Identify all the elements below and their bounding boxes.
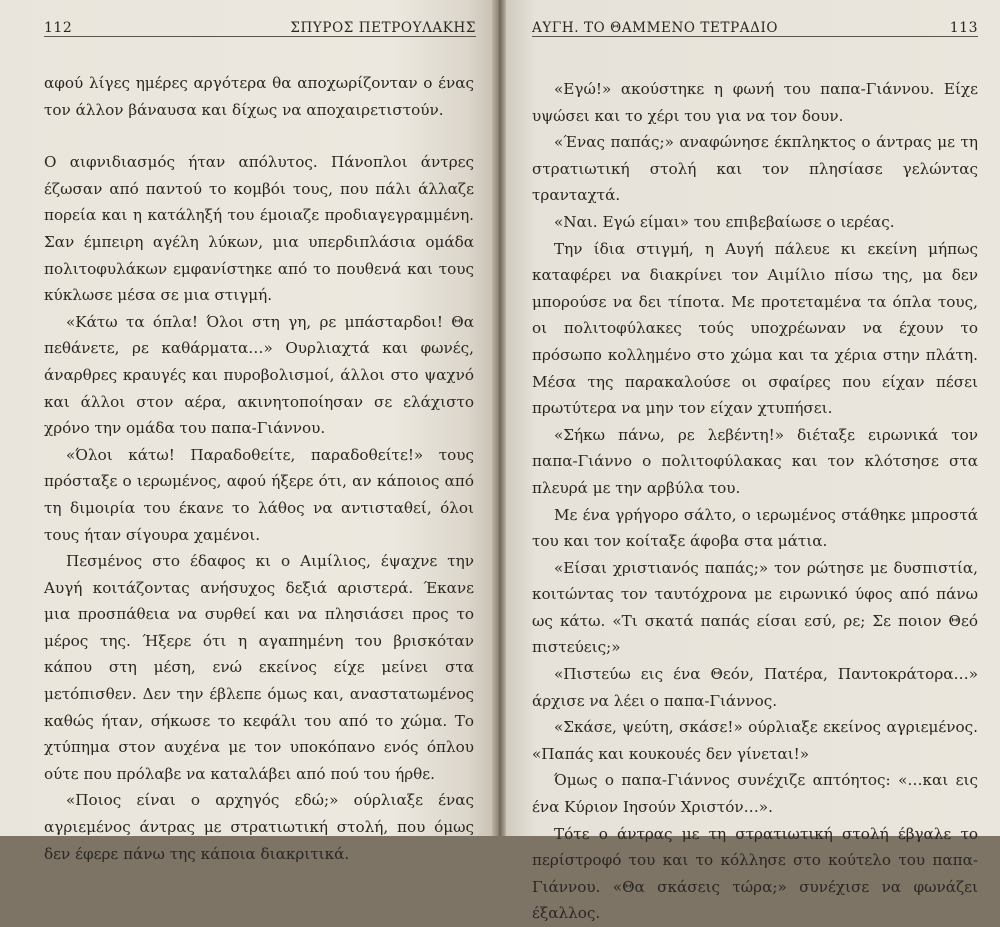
right-page — [506, 0, 1000, 923]
right-body-text — [532, 76, 978, 927]
paragraph: Με ένα γρήγορο σάλτο, ο ιερωμένος στάθηκε μπροστά του και τον κοίταξε άφοβα στα μάτια. — [532, 505, 978, 551]
left-body-text — [44, 70, 474, 867]
paragraph: «Ναι. Εγώ είμαι» του επιβεβαίωσε ο ιερέας. — [554, 212, 895, 231]
right-running-head-title: ΑΥΓΗ. ΤΟ ΘΑΜΜΕΝΟ ΤΕΤΡΑΔΙΟ — [532, 20, 779, 36]
paragraph: Ο αιφνιδιασμός ήταν απόλυτος. Πάνοπλοι άντρες έζωσαν από παντού το κομβόι τους, που πάλι άλλαζε πορεία και η κατάληξή του έμοιαζε προδιαγεγραμμένη. Σαν έμπειρη αγέλη λύκων, μια υπερδιπλάσια ομάδα πολιτοφυλάκων εμφανίστηκε από το πουθενά και τους κύκλωσε μέσα σε μια στιγμή. — [44, 153, 474, 305]
paragraph: Όμως ο παπα-Γιάννος συνέχιζε απτόητος: «…και εις ένα Κύριον Ιησούν Χριστόν…». — [532, 771, 978, 817]
paragraph: αφού λίγες ημέρες αργότερα θα αποχωρίζονταν ο ένας τον άλλον βάναυσα και δίχως να αποχαιρετιστούν. — [44, 74, 474, 119]
paragraph: «Είσαι χριστιανός παπάς;» τον ρώτησε με δυσπιστία, κοιτώντας τον ταυτόχρονα με ειρωνικό ύφος από πάνω ως κάτω. «Τι σκατά παπάς είσαι εσύ, ρε; Σε ποιον Θεό πιστεύεις;» — [532, 558, 978, 657]
paragraph: «Σκάσε, ψεύτη, σκάσε!» ούρλιαξε εκείνος αγριεμένος. «Παπάς και κουκουές δεν γίνεται!» — [532, 718, 978, 763]
paragraph: Πεσμένος στο έδαφος κι ο Αιμίλιος, έψαχνε την Αυγή κοιτάζοντας ανήσυχος δεξιά αριστερά. Έκανε μια προσπάθεια να συρθεί και να πλησιάσει προς το μέρος της. Ήξερε ότι η αγαπημένη του βρισκόταν κάπου στη μέση, ενώ εκείνος είχε μείνει στα μετόπισθεν. Δεν την έβλεπε όμως και, αναστατωμένος καθώς ήταν, σήκωσε το κεφάλι του από το χώμα. Το χτύπημα στον αυχένα με τον υποκόπανο ενός όπλου ούτε που πρόλαβε να καταλάβει από πού του ήρθε. — [44, 552, 474, 783]
section-break — [44, 123, 474, 149]
right-running-head — [532, 14, 978, 37]
left-page-number: 112 — [44, 20, 73, 36]
paragraph: «Κάτω τα όπλα! Όλοι στη γη, ρε μπάσταρδοι! Θα πεθάνετε, ρε καθάρματα…» Ουρλιαχτά και φωνές, άναρθρες κραυγές και πυροβολισμοί, άλλοι στο ψαχνό και άλλοι στον αέρα, ακινητοποίησαν σε ελάχιστο χρόνο την ομάδα του παπα-Γιάννου. — [44, 312, 474, 438]
book-gutter — [492, 0, 506, 836]
paragraph: «Ένας παπάς;» αναφώνησε έκπληκτος ο άντρας με τη στρατιωτική στολή και τον πλησίασε γελώντας τρανταχτά. — [532, 133, 978, 205]
left-running-head — [44, 14, 476, 37]
paragraph: «Ποιος είναι ο αρχηγός εδώ;» ούρλιαξε ένας αγριεμένος άντρας με στρατιωτική στολή, που όμως δεν έφερε πάνω της κάποια διακριτικά. — [44, 791, 474, 863]
paragraph: Τότε ο άντρας με τη στρατιωτική στολή έβγαλε το περίστροφό του και το κόλλησε στο κούτελο του παπα-Γιάννου. «Θα σκάσεις τώρα;» συνέχισε να φωνάζει έξαλλος. — [532, 824, 978, 923]
paragraph: Την ίδια στιγμή, η Αυγή πάλευε κι εκείνη μήπως καταφέρει να διακρίνει τον Αιμίλιο πίσω της, μα δεν μπορούσε να δει τίποτα. Με προτεταμένα τα όπλα τους, οι πολιτοφύλακες τούς υποχρέωναν να έχουν το πρόσωπο κολλημένο στο χώμα και τα χέρια στην πλάτη. Μέσα της παρακαλούσε οι σφαίρες που είχαν πέσει πρωτύτερα να μην τον είχαν χτυπήσει. — [532, 239, 978, 418]
paragraph: «Εγώ!» ακούστηκε η φωνή του παπα-Γιάννου. Είχε υψώσει και το χέρι του για να τον δουν. — [532, 80, 978, 125]
paragraph: «Όλοι κάτω! Παραδοθείτε, παραδοθείτε!» τους πρόσταξε ο ιερωμένος, αφού ήξερε ότι, αν κάποιος από τη διμοιρία του έκανε το λάθος να αντισταθεί, όλοι τους ήταν σίγουρα χαμένοι. — [44, 445, 474, 544]
left-running-head-title: ΣΠΥΡΟΣ ΠΕΤΡΟΥΛΑΚΗΣ — [290, 20, 476, 36]
right-page-number: 113 — [949, 20, 978, 36]
left-page — [0, 0, 492, 863]
paragraph: «Πιστεύω εις ένα Θεόν, Πατέρα, Παντοκράτορα…» άρχισε να λέει ο παπα-Γιάννος. — [532, 665, 978, 710]
paragraph: «Σήκω πάνω, ρε λεβέντη!» διέταξε ειρωνικά τον παπα-Γιάννο ο πολιτοφύλακας και τον κλότσησε στα πλευρά με την αρβύλα του. — [532, 425, 978, 497]
